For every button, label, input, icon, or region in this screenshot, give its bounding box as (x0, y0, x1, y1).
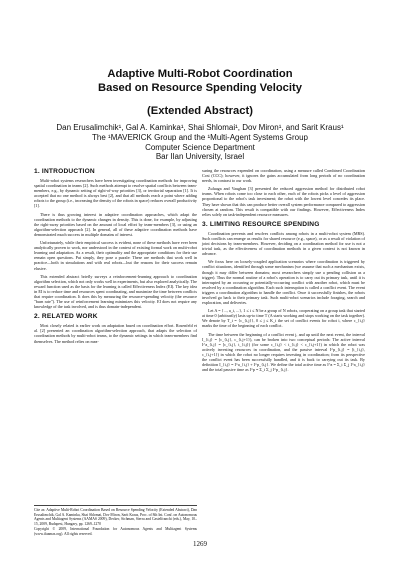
section-2-heading: 2. RELATED WORK (34, 313, 98, 321)
related-work-paragraph-1: Most closely related is earlier work on adaptation based on coordination effort. Rosenfeld et al. [2] presented an coordination algorithm-selection approach, that adapts the selection of coordination methods by multi-robot teams, to the dynamic settings in which team-members find themselves. The method relies on mea- (34, 323, 197, 344)
copyright-text: Copyright © 2009, International Foundation for Autonomous Agents and Multiagent Systems (www.ifaamas.org). All rights reserved. (34, 527, 197, 536)
section-3-heading: 3. LIMITING RESOURCE SPENDING (202, 220, 320, 228)
author-block (20, 123, 380, 162)
citation-text: Cite as: Adaptive Multi-Robot Coordination Based on Resource Spending Velocity (Extended Abstract), Dan Erusalimchik, Gal A. Kaminka, Shai Shlomai, Dov Miron, Sarit Kraus, Proc. of 8th Int. Conf. on Autonomous Agents and Multiagent Systems (AAMAS 2009), Decker, Sichman, Sierra and Castelfranchi (eds.), May, 10–15, 2009, Budapest, Hungary, pp. 1269–1270 (34, 508, 197, 526)
section-1-heading: 1. INTRODUCTION (34, 168, 95, 175)
paper-title-line-1: Adaptive Multi-Robot Coordination (107, 68, 293, 80)
resource-paragraph-3: Let A = {..., a_i, ...}, 1 ≤ i ≤ N be a group of N robots, cooperating on a group task that started at time 0 (arbitrarily) lasts up-to time T (A starts working and stops working on the task together). We denote by T_i = {c_{i,j}}, 0 ≤ j ≤ K_i the set of conflict events for robot i, where c_{i,j} marks the time of the beginning of each conflict. (202, 308, 365, 329)
left-column (34, 168, 197, 347)
resource-paragraph-4: The time between the beginning of a conflict event j, and up until the next event, the interval I_{i,j} = [c_{i,j}, c_{i,j+1}), can be broken into two conceptual periods: The active interval I^a_{i,j} = [c_{i,j}, t_{i,j}) (for some c_{i,j} < t_{i,j} < c_{i,j+1}) in which the robot was actively investing resources in coordination, and the passive interval I^p_{i,j} = [t_{i,j}, c_{i,j+1}) in which the robot no longer requires investing in coordination; from its perspective the conflict event has been successfully handled, and it is back to carrying out its task. By definition I_{i,j} = I^a_{i,j} + I^p_{i,j}. We define the total active time as I^a = Σ_i Σ_j I^a_{i,j} and the total passive time as I^p = Σ_i Σ_j I^p_{i,j}. (202, 331, 365, 373)
author-groups: The ¹MAVERICK Group and the ¹Multi-Agent Systems Group (92, 132, 308, 142)
resource-paragraph-1: Coordination prevents and resolves conflicts among robots in a multi-robot system (MRS). Such conflicts can emerge as results for shared resource (e.g., space), or as a result of violation of joint decisions by team-members. However, deciding on a coordination method for use is not a trivial task, as the effectiveness of coordination methods in a given context is not known in advance. (202, 230, 365, 257)
intro-paragraph-2: There is thus growing interest in adaptive coordination approaches, which adapt the coordination methods to the dynamic changes in density. This is done, for example, by adjusting the right-away priorities based on the amount of local effort by team-members [3], or using an algorithm-selection approach [2]. In general, all of these adaptive coordination methods have demonstrated much success in multiple domains of interest. (34, 211, 197, 237)
paper-subtitle: (Extended Abstract) (147, 105, 253, 117)
author-names: Dan Erusalimchik¹, Gal A. Kaminka¹, Shai Shlomai¹, Dov Miron¹, and Sarit Kraus¹ (56, 123, 344, 132)
right-column (202, 168, 365, 375)
citation-footnote (34, 505, 197, 537)
intro-paragraph-3: Unfortunately, while their empirical success is evident, none of these methods have ever been analytically proven to work, nor understood in the context of existing formal work on multi-robot learning and adaptation. As a result, their optimality and the appropriate conditions for their use remain open questions. Put simply, they pose a puzzle: These are methods that work well in practice—both in simulations and with real robots—but the reasons for their success remain elusive. (34, 240, 197, 271)
page-number: 1269 (193, 540, 207, 548)
related-work-paragraph-3: Zuluaga and Vaughan [3] presented the reduced aggression method for distributed robot teams. When robots come too close to each other, each of the robots picks a level of aggression proportional to the robot's task investment; the robot with the lowest level concedes its place. They have shown that this can produce better overall system performance compared to aggression chosen at random. This result is compatible with our findings. However, Effectiveness Index relies solely on task-independent resource measures. (202, 186, 365, 217)
related-work-paragraph-2: suring the resources expended on coordination, using a measure called Combined Coordination Cost (CCC); however, it ignores the gains accumulated from long periods of no coordination needs, in contrast to our work. (202, 168, 365, 184)
author-university: Bar Ilan University, Israel (155, 152, 245, 162)
author-department: Computer Science Department (145, 142, 255, 152)
paper-title-line-2: Based on Resource Spending Velocity (98, 81, 302, 94)
resource-paragraph-2: We focus here on loosely-coupled application scenarios where coordination is triggered by conflict situations, identified through some mechanism (we assume that such a mechanism exists, though it may differ between domains; most researchers simply use a pending collision as a trigger). Thus the normal routine of a robot's operation is to carry out its primary task, until it is interrupted by an occurring or potentially-occurring conflict with another robot, which must be resolved by a coordination algorithm. Each such interruption is called a conflict event. The event triggers a coordination algorithm to handle the conflict. Once it successfully finishes, the robots involved go back to their primary task. Such multi-robot scenarios include foraging, search and exploration, and deliveries. (202, 259, 365, 306)
intro-paragraph-4: This extended abstract briefly surveys a reinforcement-learning approach to coordination algorithm selection, which not only works well in experiments, but also explored analytically. The reward function used as the basis for the learning is called Effectiveness Index (EI). The key idea in EI is to reduce time and resources spent coordinating, and maximize the time between conflicts that require coordination. It does this by measuring the resource-spending velocity (the resource "burn rate"). The use of reinforcement learning minimizes this velocity. EI does not require any knowledge of the task involved, and is thus domain-independent. (34, 273, 197, 310)
intro-paragraph-1: Multi-robot systems researchers have been investigating coordination methods for improving spatial coordination in teams [2]. Such methods attempt to resolve spatial conflicts between team-members, e.g., by dynamic setting of right-of-way priorities [3], or territorial separation [1]. It is accepted that no one method is always best [2], and that all methods reach a point where adding robots to the group (i.e., increasing the density of the robots in space) reduces overall productivity [1]. (34, 178, 197, 209)
